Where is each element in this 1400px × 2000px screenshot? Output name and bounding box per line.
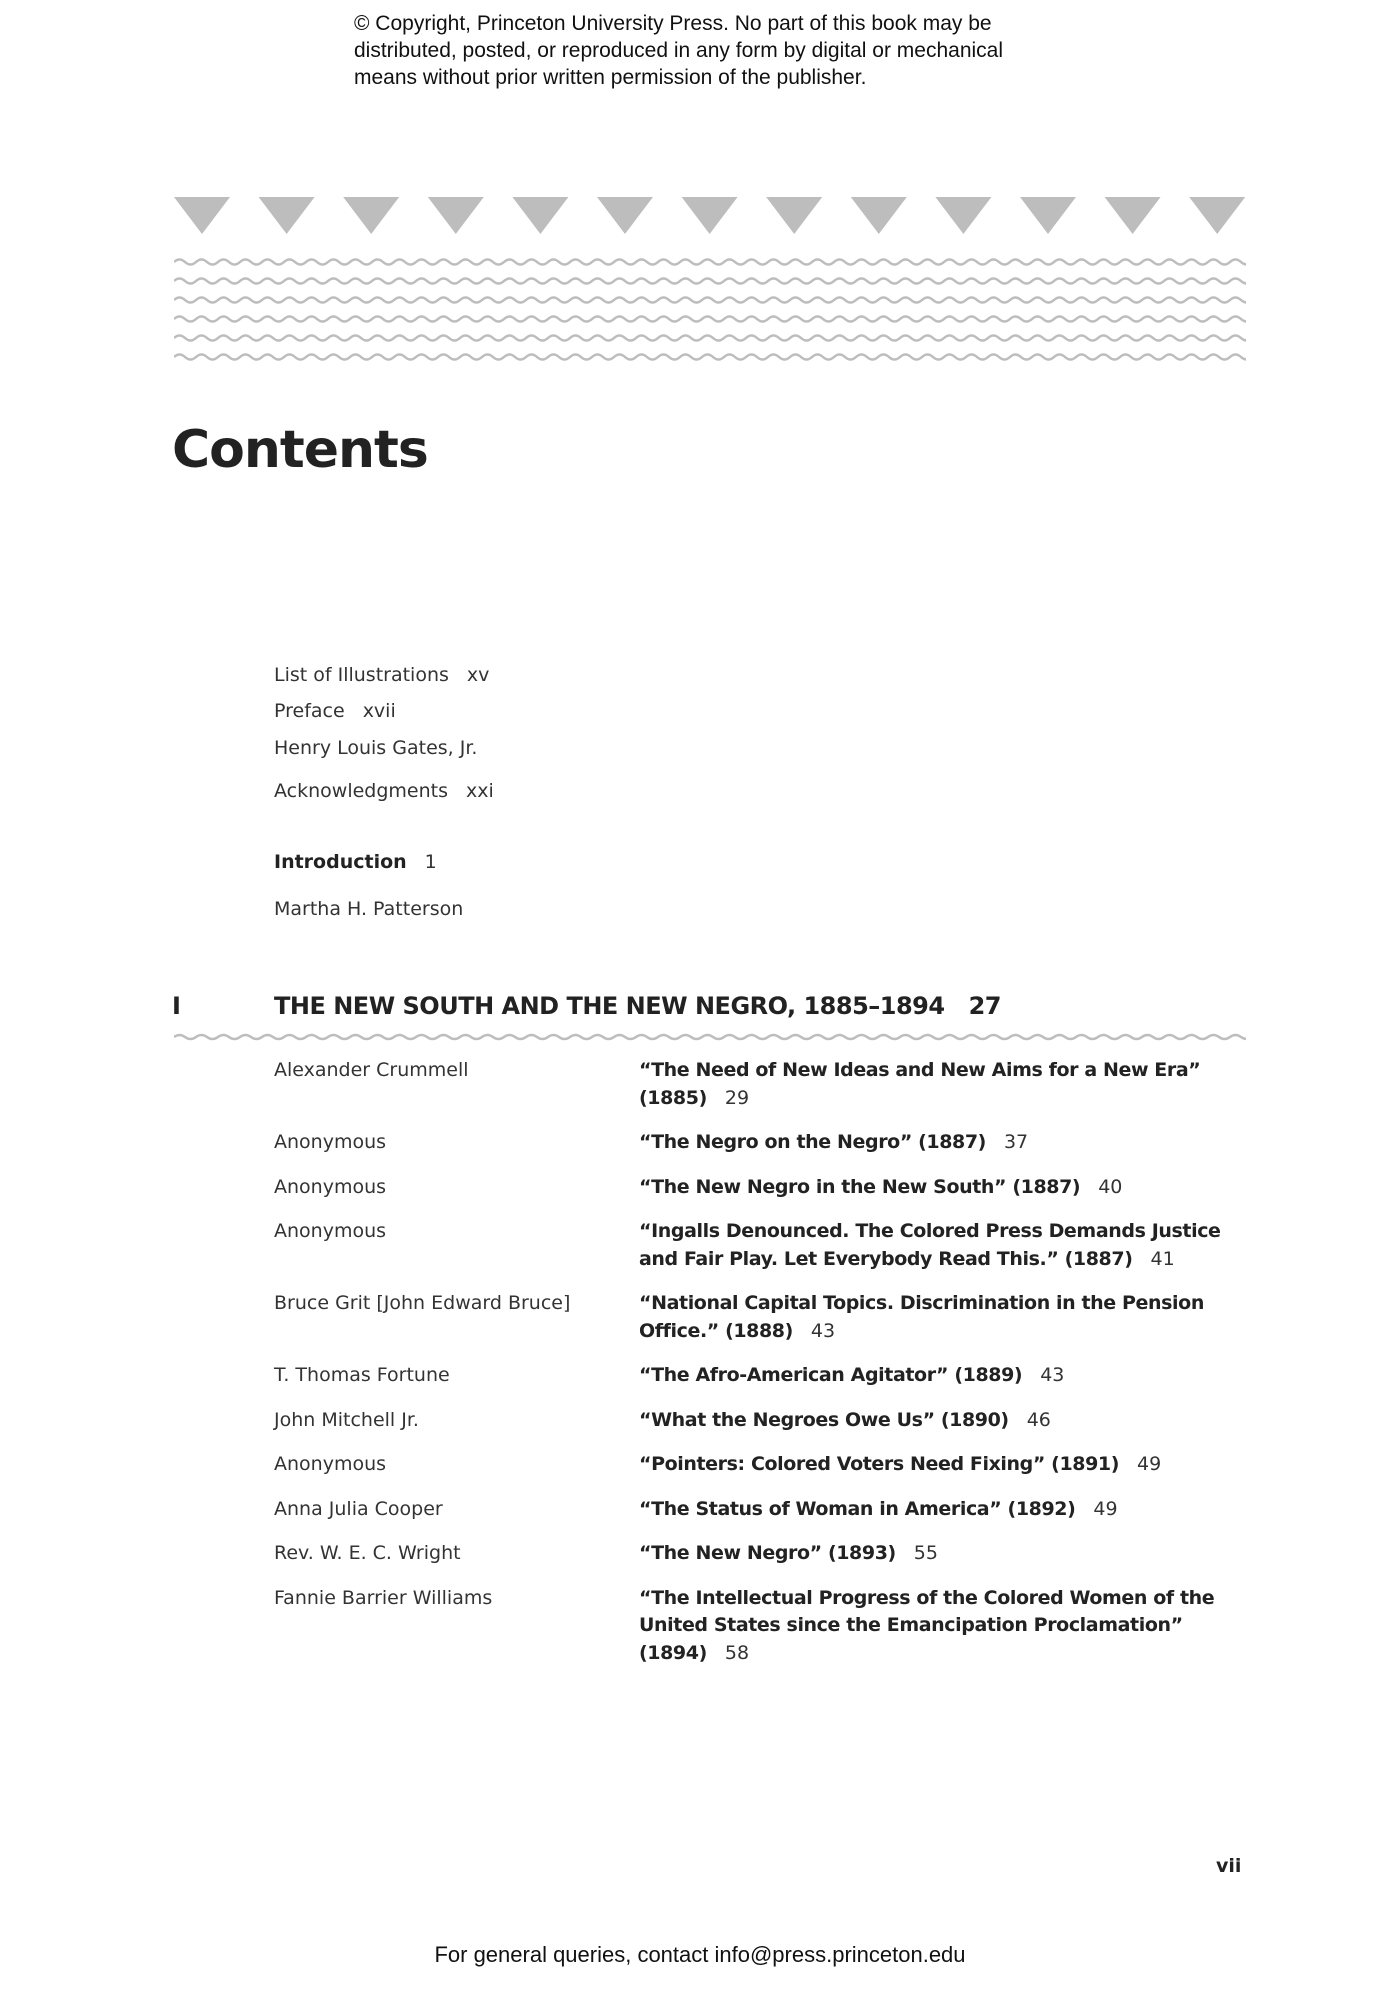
entry-title: “The New Negro in the New South” (1887) 40: [639, 1175, 1123, 1198]
entry-author: Fannie Barrier Williams: [274, 1586, 493, 1609]
entry-title: “What the Negroes Owe Us” (1890) 46: [639, 1408, 1051, 1431]
entry-author: Anonymous: [274, 1131, 387, 1153]
ornament-triangle: [1105, 197, 1161, 234]
entry-title: “The Need of New Ideas and New Aims for a New Era” (1885) 29: [639, 1059, 1201, 1109]
toc-frontmatter-author: Martha H. Patterson: [274, 898, 464, 920]
decorative-ornament: [174, 197, 1246, 383]
entry-title: “The New Negro” (1893) 55: [639, 1542, 938, 1564]
ornament-triangle: [682, 197, 738, 234]
ornament-triangle: [428, 197, 484, 234]
ornament-triangle: [343, 197, 399, 234]
ornament-wave: [174, 260, 1246, 265]
ornament-wave: [174, 298, 1246, 303]
entry-title: “Ingalls Denounced. The Colored Press Demands Justice and Fair Play. Let Everybody Read This.” (1887) 41: [639, 1220, 1221, 1270]
ornament-triangle: [1189, 197, 1245, 234]
toc-entry: [274, 1290, 1246, 1345]
page-folio: vii: [1216, 1855, 1242, 1877]
ornament-triangle: [174, 197, 230, 234]
ornament-wave: [174, 317, 1246, 322]
toc-entry: [274, 1585, 1246, 1668]
part-heading: [274, 992, 1001, 1020]
entry-author: Anonymous: [274, 1175, 387, 1198]
footer-contact: For general queries, contact info@press.princeton.edu: [434, 1942, 966, 1967]
copyright-line: © Copyright, Princeton University Press. No part of this book may be: [354, 12, 992, 35]
entry-author: Anonymous: [274, 1220, 387, 1242]
toc-frontmatter-author: Henry Louis Gates, Jr.: [274, 737, 478, 759]
ornament-triangle: [259, 197, 315, 234]
toc-entry: [274, 1362, 1246, 1390]
entry-author: Anonymous: [274, 1453, 387, 1475]
toc-entry: [274, 1174, 1246, 1202]
entry-title: “The Afro-American Agitator” (1889) 43: [639, 1364, 1065, 1386]
ornament-triangle: [766, 197, 822, 234]
toc-introduction: Introduction 1: [274, 851, 437, 873]
entry-title: “Pointers: Colored Voters Need Fixing” (1891) 49: [639, 1453, 1162, 1475]
toc-entry: [274, 1496, 1246, 1524]
ornament-triangle: [597, 197, 653, 234]
wave-lines: [174, 260, 1246, 360]
toc-entry: [274, 1540, 1246, 1568]
ornament-wave: [174, 355, 1246, 360]
page-title: Contents: [172, 420, 428, 480]
ornament-wave: [174, 336, 1246, 341]
ornament-triangle: [512, 197, 568, 234]
triangle-row: [174, 197, 1245, 234]
entry-title: “The Status of Woman in America” (1892) 49: [639, 1497, 1118, 1520]
part-wave-rule: [174, 1032, 1246, 1042]
toc-entry: [274, 1407, 1246, 1435]
entry-author: Anna Julia Cooper: [274, 1497, 443, 1520]
entry-author: John Mitchell Jr.: [274, 1408, 419, 1431]
entry-title: “The Negro on the Negro” (1887) 37: [639, 1131, 1029, 1153]
copyright-line: distributed, posted, or reproduced in any form by digital or mechanical: [354, 39, 1004, 62]
entry-author: Rev. W. E. C. Wright: [274, 1542, 461, 1564]
toc-entry: [274, 1057, 1246, 1112]
copyright-notice: [354, 10, 1114, 91]
toc-entry: [274, 1451, 1246, 1479]
part-title: THE NEW SOUTH AND THE NEW NEGRO, 1885–1894: [274, 992, 945, 1020]
part-page: 27: [968, 992, 1001, 1020]
copyright-line: means without prior written permission of the publisher.: [354, 66, 867, 89]
entry-title: “The Intellectual Progress of the Colored Women of the United States since the Emancipation Proclamation” (1894) 58: [639, 1586, 1215, 1664]
toc-frontmatter-item: Acknowledgments xxi: [274, 780, 494, 802]
entry-author: T. Thomas Fortune: [274, 1364, 450, 1386]
toc-entry: [274, 1129, 1246, 1157]
ornament-triangle: [935, 197, 991, 234]
entry-title: “National Capital Topics. Discrimination in the Pension Office.” (1888) 43: [639, 1292, 1204, 1342]
ornament-wave: [174, 279, 1246, 284]
toc-frontmatter-item: Preface xvii: [274, 700, 396, 722]
toc-entry: [274, 1218, 1246, 1273]
part-number: I: [172, 992, 181, 1020]
toc-entries: [274, 1057, 1246, 1667]
ornament-triangle: [1020, 197, 1076, 234]
ornament-triangle: [851, 197, 907, 234]
toc-frontmatter-item: List of Illustrations xv: [274, 664, 490, 686]
entry-author: Bruce Grit [John Edward Bruce]: [274, 1292, 571, 1314]
entry-author: Alexander Crummell: [274, 1059, 469, 1081]
